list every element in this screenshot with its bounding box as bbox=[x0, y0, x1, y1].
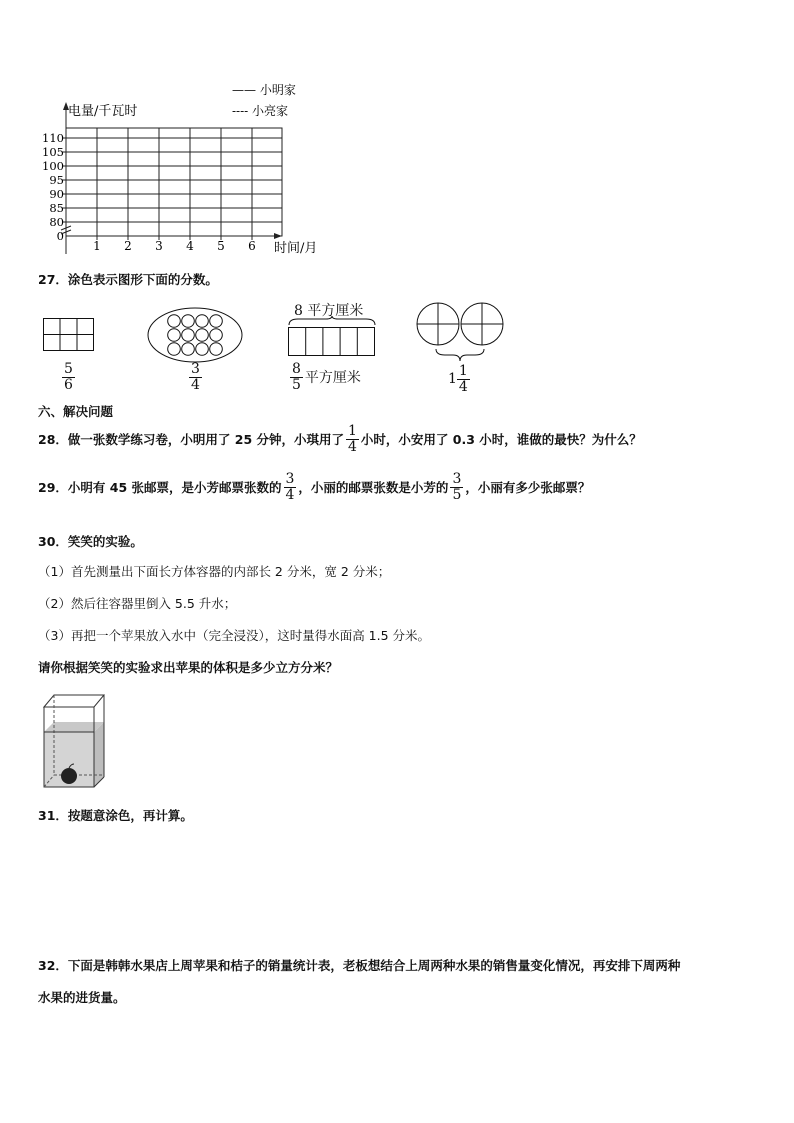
q27-fig4-circles bbox=[415, 302, 507, 362]
small-circle bbox=[210, 315, 223, 328]
small-circle bbox=[196, 315, 209, 328]
y-tick-label: 85 bbox=[49, 201, 64, 215]
y-tick-label: 80 bbox=[49, 215, 64, 229]
small-circle bbox=[182, 343, 195, 356]
q27-fig2-ellipse-circles bbox=[147, 306, 243, 364]
q27-fig4-mixed-number: 1 $\frac{1}{4}$ bbox=[448, 363, 468, 395]
y-tick-label: 90 bbox=[49, 187, 64, 201]
q31-title: 31．按题意涂色，再计算。 bbox=[38, 808, 193, 823]
small-circle bbox=[182, 315, 195, 328]
q29-text: 29．小明有 45 张邮票，是小芳邮票张数的 $\frac{3}{4}$ ，小丽的邮票张数是小芳的 $\frac{3}{5}$ ，小丽有多少张邮票？ bbox=[38, 471, 591, 503]
apple-icon bbox=[61, 768, 77, 784]
legend-xiaoming: —— 小明家 bbox=[232, 83, 296, 97]
q27-fig1-rect-grid bbox=[43, 318, 95, 352]
q27-fig3-strip bbox=[288, 327, 376, 357]
y-tick-label: 95 bbox=[49, 173, 64, 187]
q30-question: 请你根据笑笑的实验求出苹果的体积是多少立方分米？ bbox=[38, 660, 339, 675]
electricity-chart bbox=[36, 78, 346, 260]
q30-container-figure bbox=[40, 690, 110, 790]
small-circle bbox=[168, 343, 181, 356]
x-axis-label: 时间/月 bbox=[274, 241, 318, 256]
y-tick-label: 105 bbox=[42, 145, 64, 159]
small-circle bbox=[182, 329, 195, 342]
q27-title: 27．涂色表示图形下面的分数。 bbox=[38, 272, 218, 287]
y-tick-label: 0 bbox=[56, 229, 64, 243]
q27-fig1-fraction: $\frac{5}{6}$ bbox=[64, 361, 73, 393]
q30-title: 30．笑笑的实验。 bbox=[38, 534, 143, 549]
y-axis-label: 电量/千瓦时 bbox=[68, 104, 138, 119]
small-circle bbox=[210, 329, 223, 342]
q27-fig2-fraction: $\frac{3}{4}$ bbox=[191, 361, 200, 393]
x-tick-label: 1 bbox=[93, 239, 101, 253]
small-circle bbox=[196, 343, 209, 356]
y-tick-label: 100 bbox=[42, 159, 64, 173]
q30-step3: （3）再把一个苹果放入水中（完全浸没），这时量得水面高 1.5 分米。 bbox=[38, 628, 431, 643]
small-circle bbox=[210, 343, 223, 356]
x-tick-label: 5 bbox=[217, 239, 225, 253]
legend-xiaoliang: ---- 小亮家 bbox=[232, 104, 289, 118]
q27-fig3-top-label: 8 平方厘米 bbox=[294, 303, 364, 319]
x-tick-label: 3 bbox=[155, 239, 163, 253]
q32-line2: 水果的进货量。 bbox=[38, 990, 126, 1005]
q30-step2: （2）然后往容器里倒入 5.5 升水； bbox=[38, 596, 237, 611]
q30-step1: （1）首先测量出下面长方体容器的内部长 2 分米，宽 2 分米； bbox=[38, 564, 391, 579]
q27-fig3-brace bbox=[288, 316, 376, 326]
x-tick-label: 2 bbox=[124, 239, 132, 253]
y-tick-label: 110 bbox=[42, 131, 64, 145]
x-tick-label: 4 bbox=[186, 239, 194, 253]
small-circle bbox=[196, 329, 209, 342]
q27-fig3-fraction-row: $\frac{8}{5}$ 平方厘米 bbox=[292, 361, 361, 393]
section6-heading: 六、解决问题 bbox=[38, 404, 114, 419]
small-circle bbox=[168, 329, 181, 342]
q28-text: 28．做一张数学练习卷，小明用了 25 分钟，小琪用了 $\frac{1}{4}$ 小时，小安用了 0.3 小时，谁做的最快？为什么？ bbox=[38, 423, 642, 455]
q32-line1: 32．下面是韩韩水果店上周苹果和桔子的销量统计表，老板想结合上周两种水果的销售量变化情况，再安排下周两种 bbox=[38, 958, 681, 973]
small-circle bbox=[168, 315, 181, 328]
x-tick-label: 6 bbox=[248, 239, 256, 253]
